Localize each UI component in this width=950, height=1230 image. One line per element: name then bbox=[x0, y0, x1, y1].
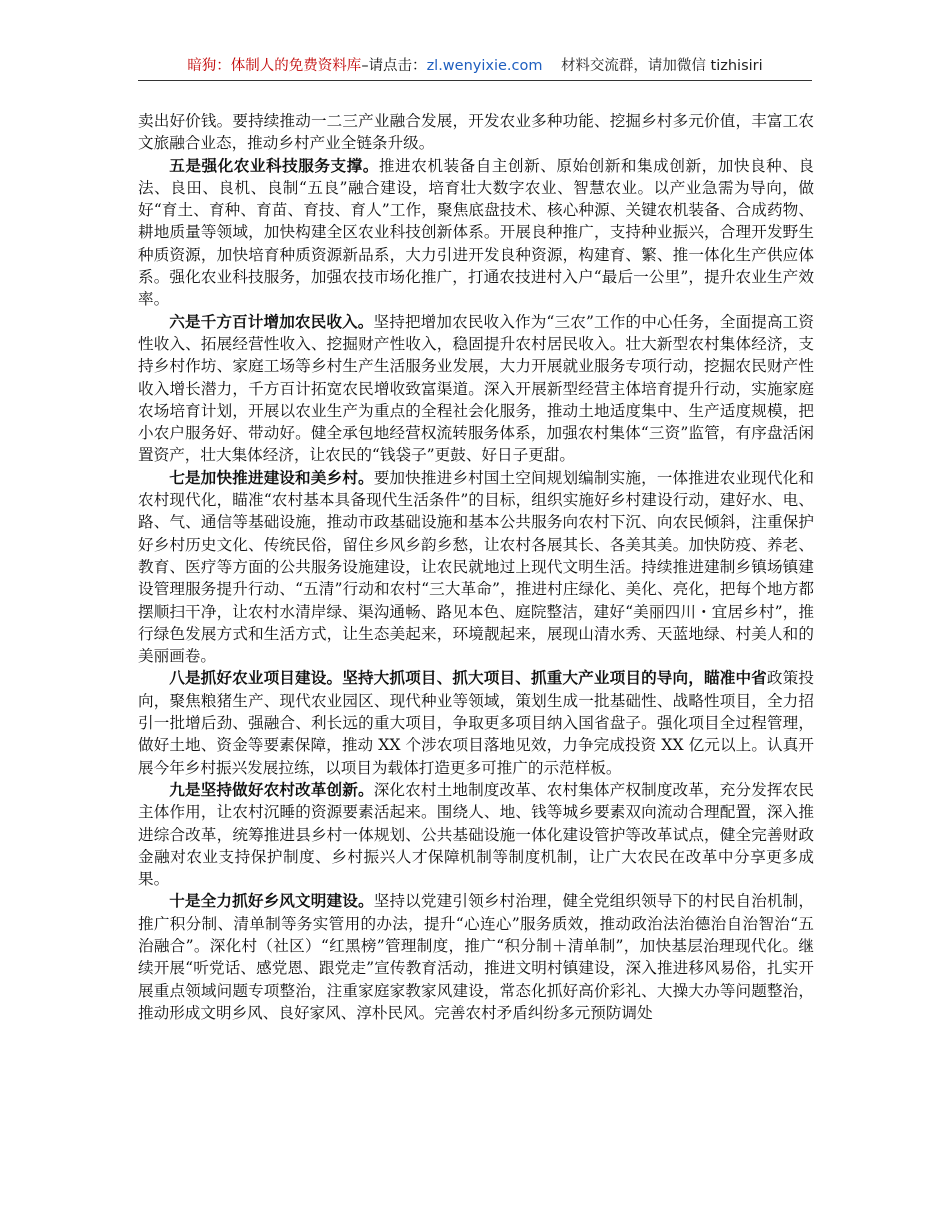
paragraph-continuation bbox=[138, 110, 814, 155]
header-link[interactable]: zl.wenyixie.com bbox=[426, 58, 543, 74]
paragraph-seven bbox=[138, 467, 814, 668]
paragraph-ten bbox=[138, 890, 814, 1024]
paragraph-heading: 八是抓好农业项目建设。坚持大抓项目、抓大项目、抓重大产业项目的导向，瞄准中省 bbox=[169, 669, 767, 688]
paragraph-body: 坚持把增加农民收入作为“三农”工作的中心任务，全面提高工资性收入、拓展经营性收入、挖掘财产性收入，稳固提升农村居民收入。壮大新型农村集体经济，支持乡村作坊、家庭工场等乡村生产生活服务业发展，大力开展就业服务专项行动，挖掘农民财产性收入增长潜力，千方百计拓宽农民增收致富渠道。深入开展新型经营主体培育提升行动，实施家庭农场培育计划，开展以农业生产为重点的全程社会化服务，推动土地适度集中、生产适度规模，把小农户服务好、带动好。健全承包地经营权流转服务体系，加强农村集体“三资”监管，有序盘活闲置资产，壮大集体经济，让农民的“钱袋子”更鼓、好日子更甜。 bbox=[138, 312, 814, 465]
paragraph-heading: 六是千方百计增加农民收入。 bbox=[169, 312, 374, 331]
document-body bbox=[138, 110, 814, 1024]
header-divider bbox=[138, 80, 812, 81]
header-brand[interactable]: 暗狗：体制人的免费资料库 bbox=[187, 58, 362, 74]
paragraph-body: 推进农机装备自主创新、原始创新和集成创新，加快良种、良法、良田、良机、良制“五良”融合建设，培育壮大数字农业、智慧农业。以产业急需为导向，做好“育土、育种、育苗、育技、育人”工作，聚焦底盘技术、核心种源、关键农机装备、合成药物、耕地质量等领域，加快构建全区农业科技创新体系。开展良种推广，支持种业振兴，合理开发野生种质资源，加快培育种质资源新品系，大力引进开发良种资源，构建育、繁、推一体化生产供应体系。强化农业科技服务，加强农技市场化推广，打通农技进村入户“最后一公里”，提升农业生产效率。 bbox=[138, 156, 814, 309]
page-header bbox=[0, 56, 950, 76]
paragraph-body: 要加快推进乡村国土空间规划编制实施，一体推进农业现代化和农村现代化，瞄准“农村基本具备现代生活条件”的目标，组织实施好乡村建设行动，建好水、电、路、气、通信等基础设施，推动市政基础设施和基本公共服务向农村下沉、向农民倾斜，注重保护好乡村历史文化、传统民俗，留住乡风乡韵乡愁，让农村各展其长、各美其美。加快防疫、养老、教育、医疗等方面的公共服务设施建设，让农民就地过上现代文明生活。持续推进建制乡镇场镇建设管理服务提升行动、“五清”行动和农村“三大革命”，推进村庄绿化、美化、亮化，把每个地方都摆顺扫干净，让农村水清岸绿、渠沟通畅、路见本色、庭院整洁，建好“美丽四川・宜居乡村”，推行绿色发展方式和生活方式，让生态美起来，环境靓起来，展现山清水秀、天蓝地绿、村美人和的美丽画卷。 bbox=[138, 468, 814, 666]
paragraph-heading: 十是全力抓好乡风文明建设。 bbox=[169, 892, 374, 911]
header-wechat-note: 材料交流群，请加微信 tizhisiri bbox=[560, 58, 763, 74]
paragraph-heading: 九是坚持做好农村改革创新。 bbox=[169, 780, 374, 799]
paragraph-body: 政策投向，聚焦粮猪生产、现代农业园区、现代种业等领域，策划生成一批基础性、战略性项目，全力招引一批增后劲、强融合、利长远的重大项目，争取更多项目纳入国省盘子。强化项目全过程管理，做好土地、资金等要素保障，推动 XX 个涉农项目落地见效，力争完成投资 XX 亿元以上。认真开展今年乡村振兴发展拉练，以项目为载体打造更多可推广的示范样板。 bbox=[138, 669, 814, 777]
paragraph-body: 深化农村土地制度改革、农村集体产权制度改革，充分发挥农民主体作用，让农村沉睡的资源要素活起来。围绕人、地、钱等城乡要素双向流动合理配置，深入推进综合改革，统筹推进县乡村一体规划、公共基础设施一体化建设管护等改革试点，健全完善财政金融对农业支持保护制度、乡村振兴人才保障机制等制度机制，让广大农民在改革中分享更多成果。 bbox=[138, 780, 814, 889]
paragraph-eight bbox=[138, 667, 814, 778]
header-spacer bbox=[543, 58, 561, 74]
paragraph-heading: 五是强化农业科技服务支撑。 bbox=[169, 156, 379, 175]
header-prompt: –请点击： bbox=[361, 58, 427, 74]
paragraph-five bbox=[138, 155, 814, 311]
paragraph-nine bbox=[138, 779, 814, 890]
paragraph-body: 坚持以党建引领乡村治理，健全党组织领导下的村民自治机制，推广积分制、清单制等务实管用的办法，提升“心连心”服务质效，推动政治法治德治自治智治“五治融合”。深化村（社区）“红黑榜”管理制度，推广“积分制＋清单制”，加快基层治理现代化。继续开展“听党话、感党恩、跟党走”宣传教育活动，推进文明村镇建设，深入推进移风易俗，扎实开展重点领域问题专项整治，注重家庭家教家风建设，常态化抓好高价彩礼、大操大办等问题整治，推动形成文明乡风、良好家风、淳朴民风。完善农村矛盾纠纷多元预防调处 bbox=[138, 892, 814, 1022]
paragraph-body: 卖出好价钱。要持续推动一二三产业融合发展，开发农业多种功能、挖掘乡村多元价值，丰富工农文旅融合业态，推动乡村产业全链条升级。 bbox=[138, 112, 814, 153]
paragraph-heading: 七是加快推进建设和美乡村。 bbox=[169, 468, 374, 487]
paragraph-six bbox=[138, 311, 814, 467]
